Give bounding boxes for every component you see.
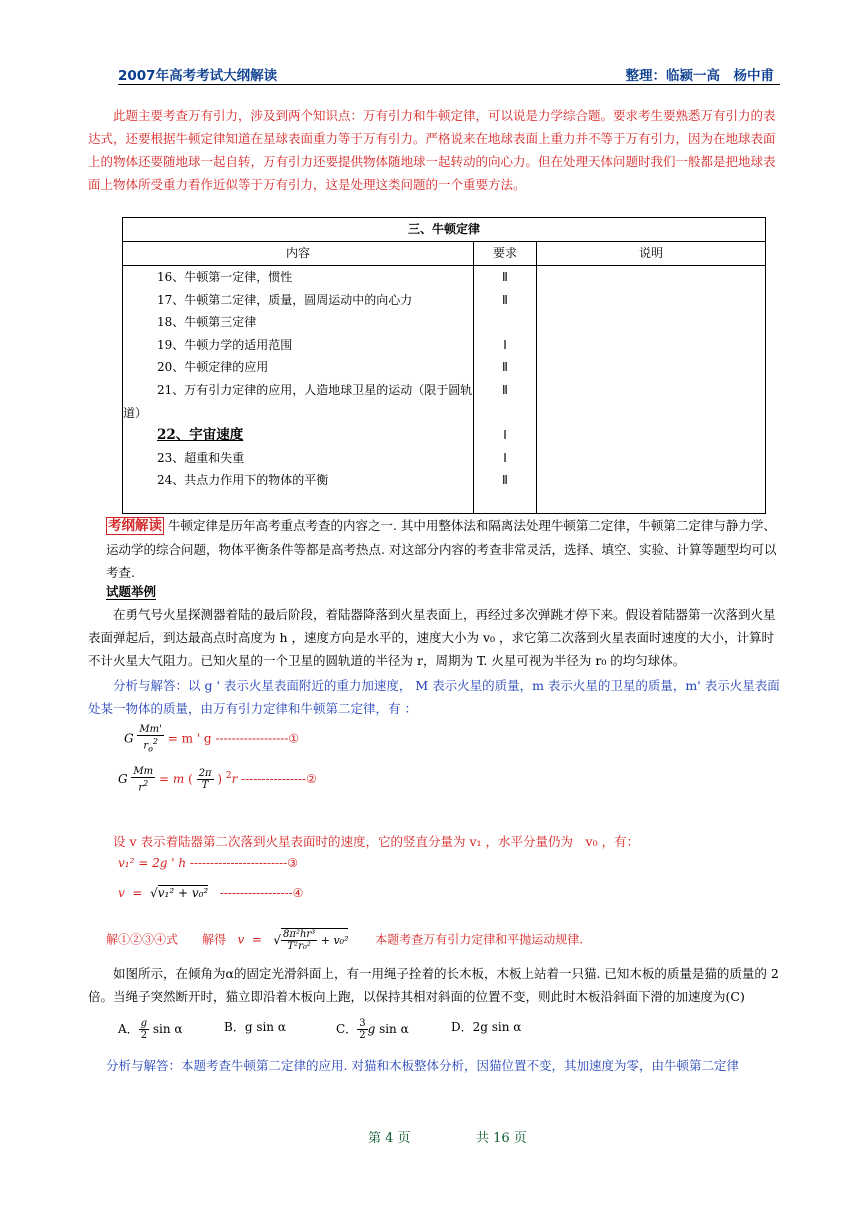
intro-paragraph: 此题主要考查万有引力，涉及到两个知识点：万有引力和牛顿定律，可以说是力学综合题。要求考生要熟悉万有引力的表达式，还要根据牛顿定律知道在星球表面重力等于万有引力。严格说来在地球表面上重力并不等于万有引力，因为在地球表面上的物体还要随地球一起自转，万有引力还要提供物体随地球一起转动的向心力。但在处理天体问题时我们一般都是把地球表面上物体所受重力看作近似等于万有引力，这是处理这类问题的一个重要方法。 — [88, 108, 776, 192]
velocity-definition: 设 v 表示着陆器第二次落到火星表面时的速度，它的竖直分量为 v₁ ，水平分量仍为 v₀ ，有： — [113, 834, 640, 849]
col-requirement: 要求 — [474, 242, 537, 266]
page-total: 共 16 页 — [476, 1131, 527, 1146]
equation-4: v = √v₁² + v₀² ------------------④ — [118, 886, 304, 900]
eq4-mark: ------------------④ — [219, 886, 304, 900]
table-row: 20、牛顿定律的应用 — [157, 360, 269, 375]
eq3-text: v₁² = 2g ' h — [118, 856, 187, 870]
example-tag-line — [106, 580, 784, 603]
option-b: B．g sin α — [224, 1020, 286, 1034]
fraction: $\frac{\text{8π²hr³}}{\text{T²r₀²}}$ — [283, 929, 316, 952]
answer-2: 分析与解答：本题考查牛顿第二定律的应用. 对猫和木板整体分析，因猫位置不变，其加速度为零，由牛顿第二定律 — [106, 1058, 739, 1073]
table-row: 23、超重和失重 — [157, 450, 245, 465]
question-2: 如图所示，在倾角为α的固定光滑斜面上，有一用绳子拴着的长木板，木板上站着一只猫. 已知木板的质量是猫的质量的 2 倍。当绳子突然断开时，猫立即沿着木板向上跑，以保持其相对斜面的位置不变，则此时木板沿斜面下滑的加速度为(C) — [88, 966, 779, 1004]
col-content: 内容 — [123, 242, 474, 266]
fraction: $\frac{Mm}{r^2}$ — [133, 766, 154, 794]
table-row: 19、牛顿力学的适用范围 — [157, 337, 293, 352]
analysis-tag: 考纲解读 — [108, 518, 162, 534]
answer-1-intro: 分析与解答：以 g ' 表示火星表面附近的重力加速度， M 表示火星的质量，m 表示火星的卫星的质量，m' 表示火星表面处某一物体的质量，由万有引力定律和牛顿第二定律，有 ： — [88, 678, 780, 716]
req-cell: Ⅱ — [502, 292, 508, 307]
table-row: 17、牛顿第二定律，质量，圆周运动中的向心力 — [157, 292, 413, 307]
header-author: 整理：临颍一高 杨中甫 — [625, 68, 774, 84]
req-cell: Ⅱ — [502, 382, 508, 397]
table-row: 18、牛顿第三定律 — [157, 315, 257, 330]
fraction: $\frac{2\pi}{T}$ — [198, 768, 212, 792]
fraction: $\frac{Mm'}{r_o^2}$ — [139, 724, 162, 754]
syllabus-analysis — [106, 514, 784, 584]
option-c: C． $\frac{3}{2}$ g sin α — [336, 1018, 409, 1041]
analysis-text: 牛顿定律是历年高考重点考查的内容之一. 其中用整体法和隔离法处理牛顿第二定律，牛顿第二定律与静力学、运动学的综合问题，物体平衡条件等都是高考热点. 对这部分内容的考查非常灵活，选择、填空、实验、计算等题型均可以考查. — [106, 518, 777, 580]
req-cell: Ⅱ — [502, 473, 508, 488]
table-row: 24、共点力作用下的物体的平衡 — [157, 473, 329, 488]
table-notes — [537, 266, 766, 514]
equation-1: G $\frac{Mm'}{r_o^2}$ = m ' g ------------------① — [124, 724, 300, 754]
header-title: 2007年高考考试大纲解读 — [118, 68, 278, 84]
page-header — [118, 62, 780, 85]
solution-line: 解①②③④式 解得 v = √ $\frac{\text{8π²hr³}}{\text{T²r₀²}}$ + v₀² 本题考查万有引力定律和平抛运动规律. — [106, 929, 584, 952]
eq1-mark: ------------------① — [215, 731, 300, 746]
req-cell: Ⅰ — [503, 428, 507, 443]
table-title: 三、牛顿定律 — [123, 218, 766, 242]
equation-2: G $\frac{Mm}{r^2}$ = m ( $\frac{2\pi}{T}$ ) $^2$r ----------------② — [118, 766, 317, 794]
col-note: 说明 — [537, 242, 766, 266]
req-cell — [474, 311, 536, 334]
req-cell: Ⅰ — [503, 450, 507, 465]
req-cell: Ⅱ — [502, 270, 508, 284]
table-requirements — [474, 266, 537, 514]
solution-comment: 本题考查万有引力定律和平抛运动规律. — [375, 932, 584, 947]
newton-law-table — [122, 217, 766, 514]
page-number: 第 4 页 — [368, 1131, 411, 1146]
question-1: 在勇气号火星探测器着陆的最后阶段，着陆器降落到火星表面上，再经过多次弹跳才停下来。假设着陆器第一次落到火星表面弹起后，到达最高点时高度为 h ，速度方向是水平的，速度大小为 v₀ ，求它第二次落到火星表面时速度的大小，计算时不计火星大气阻力。已知火星的一个卫星的圆轨道的半径为 r，周期为 T. 火星可视为半径为 r₀ 的均匀球体。 — [88, 607, 776, 668]
solve-text: 解①②③④式 解得 — [106, 932, 227, 947]
eq3-mark: ------------------------③ — [189, 856, 298, 870]
option-a: A． $\frac{g}{2}$ sin α — [118, 1018, 183, 1041]
req-cell: Ⅱ — [502, 360, 508, 375]
table-items — [123, 266, 474, 514]
table-row: 22、宇宙速度 — [157, 427, 244, 444]
eq1-rhs: = m ' g — [167, 731, 212, 746]
example-tag: 试题举例 — [106, 584, 157, 599]
option-d: D．2g sin α — [451, 1020, 522, 1034]
equation-3 — [118, 856, 298, 870]
table-row: 21、万有引力定律的应用，人造地球卫星的运动（限于圆轨道） — [123, 382, 473, 420]
table-row: 16、牛顿第一定律，惯性 — [157, 270, 293, 284]
req-cell: Ⅰ — [503, 337, 507, 352]
req-cell — [474, 402, 536, 425]
eq2-mark: ----------------② — [241, 772, 317, 787]
